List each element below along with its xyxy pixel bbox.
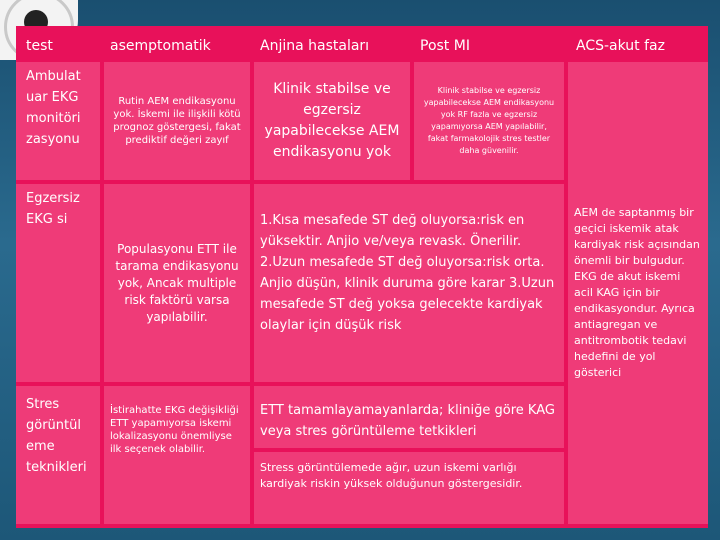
header-acs-text: ACS-akut faz <box>576 38 665 54</box>
cell-stress-asymptomatic-text: İstirahatte EKG değişikliği ETT yapamıyorsa iskemi lokalizasyonu önemliyse ilk seçenek olabilir. <box>110 405 239 455</box>
cell-stress-severity-text: Stress görüntülemede ağır, uzun iskemi varlığı kardiyak riskin yüksek olduğunun göstergesidir. <box>260 461 523 490</box>
row-exercise-ecg-label <box>16 184 100 382</box>
cell-exercise-angina-postmi-text: 1.Kısa mesafede ST değ oluyorsa:risk en yüksektir. Anjio ve/veya revask. Önerilir. 2.Uzun mesafede ST değ oluyorsa:risk orta. Anjio düşün, klinik duruma göre karar 3.Uzun mesafede ST değ yoksa gelecekte kardiyak olaylar için düşük risk <box>260 213 555 333</box>
cell-ambulatory-post-mi-text: Klinik stabilse ve egzersiz yapabilecekse AEM endikasyonu yok RF fazla ve egzersiz yapamıyorsa AEM yapılabilir, fakat farmakolojik stres testler daha güvenilir. <box>423 86 555 155</box>
header-angina-text: Anjina hastaları <box>260 38 370 54</box>
cell-acs-summary <box>568 62 708 524</box>
header-asymptomatic <box>104 28 250 60</box>
header-post-mi <box>414 28 564 60</box>
cell-stress-severity <box>254 452 564 524</box>
row-stress-imaging-label <box>16 386 100 524</box>
header-angina <box>254 28 410 60</box>
header-test <box>16 28 100 60</box>
cell-ambulatory-angina <box>254 62 410 180</box>
row-exercise-ecg-label-text: Egzersiz EKG si <box>26 191 80 227</box>
cell-stress-asymptomatic <box>104 386 250 524</box>
cell-stress-kag <box>254 386 564 448</box>
header-asymptomatic-text: asemptomatik <box>110 38 211 54</box>
header-post-mi-text: Post MI <box>420 38 470 54</box>
cell-exercise-angina-postmi <box>254 184 564 382</box>
row-ambulatory-label-text: Ambulat uar EKG monitöri zasyonu <box>26 69 81 147</box>
row-ambulatory-label <box>16 62 100 180</box>
comparison-table <box>16 26 708 528</box>
cell-acs-summary-text: AEM de saptanmış bir geçici iskemik atak kardiyak risk açısından önemli bir bulgudur. EKG de akut iskemi acil KAG için bir endikasyondur. Ayrıca antiagregan ve antitrombotik tedavi hedefini de yol gösterici <box>574 206 700 379</box>
cell-ambulatory-post-mi <box>414 62 564 180</box>
cell-ambulatory-angina-text: Klinik stabilse ve egzersiz yapabilecekse AEM endikasyonu yok <box>264 81 400 160</box>
cell-ambulatory-asymptomatic <box>104 62 250 180</box>
header-test-text: test <box>26 38 53 54</box>
cell-exercise-asymptomatic <box>104 184 250 382</box>
cell-stress-kag-text: ETT tamamlayamayanlarda; kliniğe göre KAG veya stres görüntüleme tetkikleri <box>260 403 555 439</box>
cell-exercise-asymptomatic-text: Populasyonu ETT ile tarama endikasyonu yok, Ancak multiple risk faktörü varsa yapılabilir. <box>115 241 239 324</box>
cell-ambulatory-asymptomatic-text: Rutin AEM endikasyonu yok. İskemi ile ilişkili kötü prognoz göstergesi, fakat prediktif değeri zayıf <box>113 96 241 146</box>
row-stress-imaging-label-text: Stres görüntül eme teknikleri <box>26 397 87 475</box>
header-acs <box>568 28 708 60</box>
